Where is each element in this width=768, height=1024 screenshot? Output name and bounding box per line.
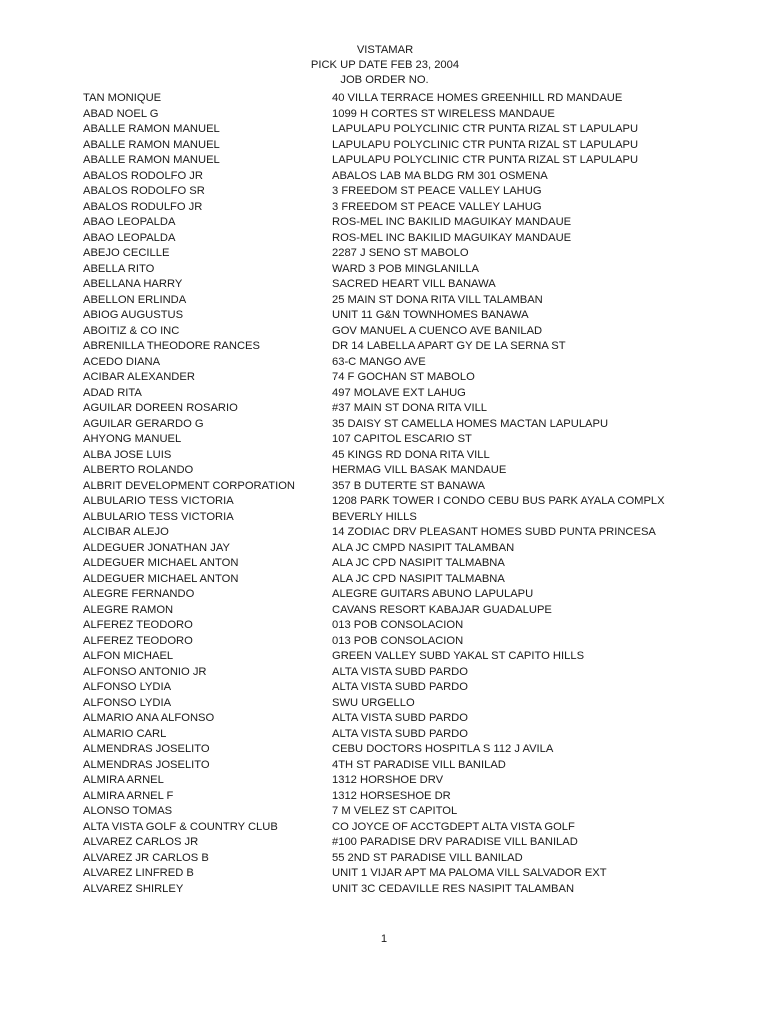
customer-name: ALMENDRAS JOSELITO: [83, 758, 210, 771]
customer-name: ADAD RITA: [83, 386, 142, 399]
list-item: [83, 773, 723, 789]
customer-address: SACRED HEART VILL BANAWA: [332, 278, 496, 290]
list-item: [83, 417, 723, 433]
list-item: [83, 494, 723, 510]
list-item: [83, 851, 723, 867]
customer-address: #37 MAIN ST DONA RITA VILL: [332, 402, 488, 414]
list-item: [83, 541, 723, 557]
list-item: [83, 649, 723, 665]
customer-name: ALDEGUER JONATHAN JAY: [83, 541, 230, 554]
customer-address: 1312 HORSHOE DRV: [332, 774, 444, 786]
list-item: [83, 556, 723, 572]
customer-address: SWU URGELLO: [332, 696, 415, 709]
list-item: [83, 789, 723, 805]
customer-name: ALVAREZ JR CARLOS B: [83, 851, 209, 864]
list-item: [83, 479, 723, 495]
customer-name: ALBRIT DEVELOPMENT CORPORATION: [83, 479, 295, 492]
company-name: VISTAMAR: [356, 44, 414, 56]
customer-name: ALMIRA ARNEL F: [83, 789, 174, 802]
customer-name: ALTA VISTA GOLF & COUNTRY CLUB: [83, 820, 278, 833]
list-item: [83, 665, 723, 681]
list-item: [83, 153, 723, 169]
list-item: [83, 820, 723, 836]
customer-name: ALMIRA ARNEL: [83, 774, 164, 786]
customer-address: ALTA VISTA SUBD PARDO: [332, 665, 468, 678]
customer-name: ALMARIO ANA ALFONSO: [83, 712, 215, 724]
customer-address: UNIT 1 VIJAR APT MA PALOMA VILL SALVADOR EXT: [332, 867, 607, 879]
customer-name: ABALOS RODULFO JR: [83, 200, 203, 213]
customer-name: AHYONG MANUEL: [83, 433, 182, 445]
list-item: [83, 386, 723, 402]
list-item: [83, 262, 723, 278]
customer-address: CO JOYCE OF ACCTGDEPT ALTA VISTA GOLF: [332, 820, 575, 833]
customer-address: 4TH ST PARADISE VILL BANILAD: [332, 758, 506, 771]
customer-name: ALMENDRAS JOSELITO: [83, 743, 210, 755]
customer-address: ALTA VISTA SUBD PARDO: [332, 727, 468, 740]
customer-name: ABALOS RODOLFO SR: [83, 185, 205, 197]
customer-name: ALVAREZ LINFRED B: [83, 867, 194, 879]
customer-address: ALA JC CPD NASIPIT TALMABNA: [332, 557, 505, 569]
customer-name: ABALLE RAMON MANUEL: [83, 123, 220, 135]
customer-address: 1208 PARK TOWER I CONDO CEBU BUS PARK AYALA COMPLX: [332, 495, 665, 507]
customer-address: UNIT 3C CEDAVILLE RES NASIPIT TALAMBAN: [332, 882, 575, 895]
list-item: [83, 138, 723, 154]
customer-address: CEBU DOCTORS HOSPITLA S 112 J AVILA: [332, 743, 554, 755]
customer-name: ALFONSO ANTONIO JR: [83, 665, 207, 678]
customer-name: ALVAREZ CARLOS JR: [83, 836, 199, 848]
customer-address: CAVANS RESORT KABAJAR GUADALUPE: [332, 603, 552, 616]
customer-name: ALFON MICHAEL: [83, 650, 174, 662]
list-item: [83, 231, 723, 247]
customer-address: GOV MANUEL A CUENCO AVE BANILAD: [332, 324, 543, 337]
customer-list: [83, 91, 723, 897]
list-item: [83, 587, 723, 603]
customer-name: ABAO LEOPALDA: [83, 216, 176, 228]
customer-name: ABELLANA HARRY: [83, 278, 183, 290]
customer-name: ABAD NOEL G: [83, 107, 159, 120]
list-item: [83, 634, 723, 650]
list-item: [83, 804, 723, 820]
customer-address: 14 ZODIAC DRV PLEASANT HOMES SUBD PUNTA PRINCESA: [332, 526, 656, 538]
customer-name: ABALLE RAMON MANUEL: [83, 138, 220, 151]
list-item: [83, 603, 723, 619]
list-item: [83, 324, 723, 340]
list-item: [83, 680, 723, 696]
list-item: [83, 91, 723, 107]
list-item: [83, 122, 723, 138]
list-item: [83, 618, 723, 634]
customer-address: 1312 HORSESHOE DR: [332, 789, 451, 802]
customer-address: GREEN VALLEY SUBD YAKAL ST CAPITO HILLS: [332, 650, 585, 662]
list-item: [83, 169, 723, 185]
list-item: [83, 572, 723, 588]
list-item: [83, 200, 723, 216]
customer-name: ALFONSO LYDIA: [83, 696, 172, 709]
customer-name: ABAO LEOPALDA: [83, 231, 176, 244]
list-item: [83, 355, 723, 371]
customer-name: ALFONSO LYDIA: [83, 681, 172, 693]
customer-name: ALMARIO CARL: [83, 727, 167, 740]
customer-address: BEVERLY HILLS: [332, 510, 417, 523]
list-item: [83, 293, 723, 309]
document-header: [0, 43, 768, 88]
list-item: [83, 401, 723, 417]
customer-name: ABEJO CECILLE: [83, 247, 170, 259]
customer-address: ALA JC CMPD NASIPIT TALAMBAN: [332, 541, 515, 554]
list-item: [83, 432, 723, 448]
customer-address: 63-C MANGO AVE: [332, 355, 426, 368]
list-item: [83, 308, 723, 324]
customer-address: ALTA VISTA SUBD PARDO: [332, 712, 468, 724]
customer-address: 357 B DUTERTE ST BANAWA: [332, 479, 485, 492]
customer-name: ALCIBAR ALEJO: [83, 526, 169, 538]
list-item: [83, 510, 723, 526]
list-item: [83, 835, 723, 851]
list-item: [83, 339, 723, 355]
customer-name: ABALOS RODOLFO JR: [83, 169, 203, 182]
list-item: [83, 370, 723, 386]
list-item: [83, 742, 723, 758]
customer-name: ALBULARIO TESS VICTORIA: [83, 495, 234, 507]
list-item: [83, 866, 723, 882]
customer-name: ALEGRE RAMON: [83, 603, 174, 616]
customer-address: 497 MOLAVE EXT LAHUG: [332, 386, 466, 399]
list-item: [83, 758, 723, 774]
customer-address: 40 VILLA TERRACE HOMES GREENHILL RD MANDAUE: [332, 92, 623, 104]
list-item: [83, 727, 723, 743]
customer-address: DR 14 LABELLA APART GY DE LA SERNA ST: [332, 340, 566, 352]
customer-address: 35 DAISY ST CAMELLA HOMES MACTAN LAPULAPU: [332, 417, 609, 430]
customer-address: LAPULAPU POLYCLINIC CTR PUNTA RIZAL ST LAPULAPU: [332, 123, 639, 135]
list-item: [83, 525, 723, 541]
list-item: [83, 277, 723, 293]
customer-address: ROS-MEL INC BAKILID MAGUIKAY MANDAUE: [332, 216, 572, 228]
customer-address: #100 PARADISE DRV PARADISE VILL BANILAD: [332, 836, 578, 848]
customer-name: ABRENILLA THEODORE RANCES: [83, 340, 260, 352]
customer-name: ABELLA RITO: [83, 262, 155, 275]
page-number: 1: [380, 933, 388, 945]
customer-name: ABIOG AUGUSTUS: [83, 309, 184, 321]
customer-name: ALFEREZ TEODORO: [83, 634, 193, 647]
customer-address: UNIT 11 G&N TOWNHOMES BANAWA: [332, 309, 529, 321]
pickup-date: PICK UP DATE FEB 23, 2004: [310, 59, 460, 71]
customer-address: 25 MAIN ST DONA RITA VILL TALAMBAN: [332, 293, 543, 306]
customer-name: ALBA JOSE LUIS: [83, 448, 172, 461]
customer-address: 74 F GOCHAN ST MABOLO: [332, 371, 475, 383]
customer-name: ALVAREZ SHIRLEY: [83, 882, 184, 895]
customer-address: 107 CAPITOL ESCARIO ST: [332, 433, 472, 445]
customer-name: AGUILAR GERARDO G: [83, 417, 204, 430]
customer-name: ABOITIZ & CO INC: [83, 324, 180, 337]
list-item: [83, 696, 723, 712]
customer-address: 2287 J SENO ST MABOLO: [332, 247, 469, 259]
customer-address: WARD 3 POB MINGLANILLA: [332, 262, 479, 275]
list-item: [83, 448, 723, 464]
customer-address: 013 POB CONSOLACION: [332, 619, 464, 631]
customer-name: ALEGRE FERNANDO: [83, 588, 195, 600]
customer-name: ALDEGUER MICHAEL ANTON: [83, 557, 239, 569]
customer-name: ALDEGUER MICHAEL ANTON: [83, 572, 239, 585]
customer-address: HERMAG VILL BASAK MANDAUE: [332, 464, 507, 476]
customer-address: 1099 H CORTES ST WIRELESS MANDAUE: [332, 107, 555, 120]
customer-address: 7 M VELEZ ST CAPITOL: [332, 805, 458, 817]
list-item: [83, 107, 723, 123]
list-item: [83, 246, 723, 262]
customer-name: ALFEREZ TEODORO: [83, 619, 193, 631]
customer-address: ALA JC CPD NASIPIT TALMABNA: [332, 572, 505, 585]
list-item: [83, 184, 723, 200]
customer-name: ALONSO TOMAS: [83, 805, 173, 817]
customer-address: ALTA VISTA SUBD PARDO: [332, 681, 468, 693]
list-item: [83, 463, 723, 479]
customer-address: LAPULAPU POLYCLINIC CTR PUNTA RIZAL ST LAPULAPU: [332, 154, 639, 166]
customer-address: ALEGRE GUITARS ABUNO LAPULAPU: [332, 588, 534, 600]
customer-address: 013 POB CONSOLACION: [332, 634, 464, 647]
customer-address: LAPULAPU POLYCLINIC CTR PUNTA RIZAL ST LAPULAPU: [332, 138, 639, 151]
list-item: [83, 711, 723, 727]
customer-name: AGUILAR DOREEN ROSARIO: [83, 402, 238, 414]
list-item: [83, 882, 723, 898]
job-order-label: JOB ORDER NO.: [340, 74, 429, 86]
customer-name: ACIBAR ALEXANDER: [83, 371, 195, 383]
customer-name: ALBERTO ROLANDO: [83, 464, 194, 476]
customer-address: 55 2ND ST PARADISE VILL BANILAD: [332, 851, 523, 864]
customer-name: TAN MONIQUE: [83, 92, 162, 104]
customer-name: ABELLON ERLINDA: [83, 293, 187, 306]
customer-address: 45 KINGS RD DONA RITA VILL: [332, 448, 490, 461]
customer-name: ABALLE RAMON MANUEL: [83, 154, 220, 166]
customer-address: ROS-MEL INC BAKILID MAGUIKAY MANDAUE: [332, 231, 572, 244]
customer-address: 3 FREEDOM ST PEACE VALLEY LAHUG: [332, 200, 542, 213]
list-item: [83, 215, 723, 231]
customer-name: ACEDO DIANA: [83, 355, 161, 368]
customer-address: ABALOS LAB MA BLDG RM 301 OSMENA: [332, 169, 548, 182]
customer-address: 3 FREEDOM ST PEACE VALLEY LAHUG: [332, 185, 542, 197]
customer-name: ALBULARIO TESS VICTORIA: [83, 510, 234, 523]
